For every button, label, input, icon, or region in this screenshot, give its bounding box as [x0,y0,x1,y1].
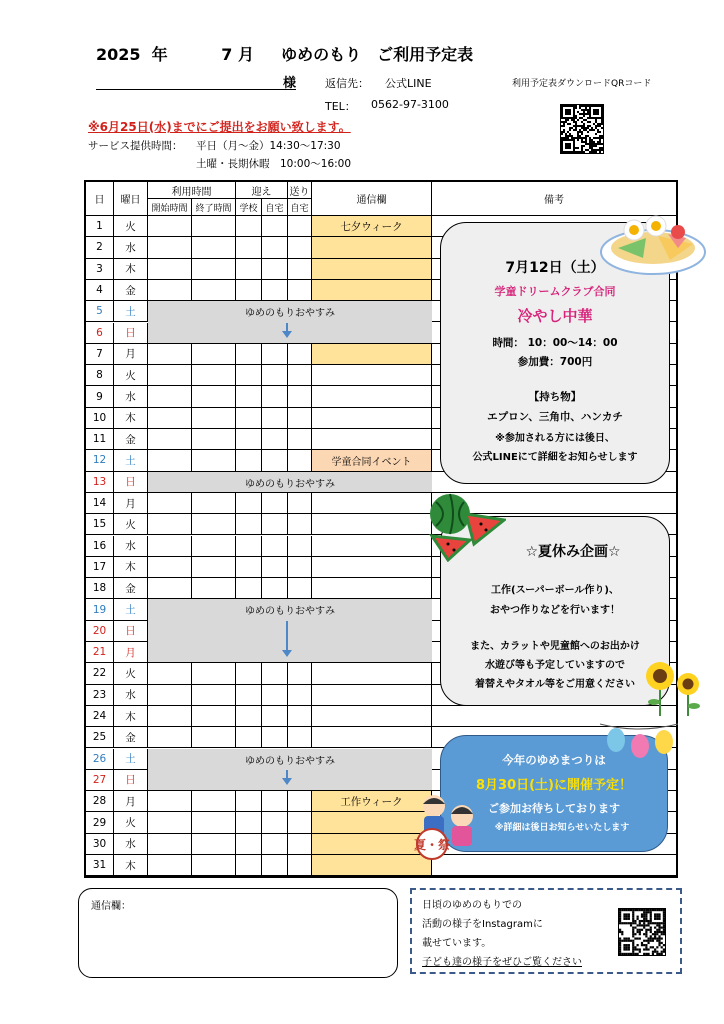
event-name: 学童ドリームクラブ合同 [494,285,616,298]
weekday-label: 月 [114,791,148,812]
pickup-school-cell[interactable] [236,386,262,407]
end-time-cell[interactable] [192,727,236,748]
weekday-label: 水 [114,386,148,407]
dropoff-home-cell[interactable] [288,727,312,748]
start-time-cell[interactable] [148,344,192,365]
download-qr-code[interactable] [560,104,604,154]
pickup-home-cell[interactable] [262,578,288,599]
weekday-label: 火 [114,365,148,386]
start-time-cell[interactable] [148,450,192,471]
day-number: 9 [86,386,114,407]
pickup-school-cell[interactable] [236,408,262,429]
day-number: 18 [86,578,114,599]
pickup-home-cell[interactable] [262,855,288,876]
start-time-cell[interactable] [148,812,192,833]
end-time-cell[interactable] [192,216,236,237]
holiday-band: ゆめのもりおやすみ [148,472,432,493]
start-time-cell[interactable] [148,237,192,258]
continuation-arrow-icon [286,621,288,656]
continuation-arrow-icon [286,770,288,783]
dropoff-home-cell[interactable] [288,855,312,876]
tel-label: TEL： [325,100,356,113]
footer-comm-box[interactable] [78,888,398,978]
summer-plan-line-3: また、カラットや児童館へのお出かけ [470,641,640,652]
start-time-cell[interactable] [148,663,192,684]
day-number: 5 [86,301,114,322]
day-number: 29 [86,812,114,833]
end-time-cell[interactable] [192,812,236,833]
summer-plan-line-1: 工作(スーパーボール作り)、 [491,585,619,596]
festival-kids-illustration [412,792,488,864]
pickup-home-cell[interactable] [262,706,288,727]
dropoff-home-cell[interactable] [288,408,312,429]
festival-date: 8月30日(土)に開催予定！ [475,778,633,793]
name-input-line[interactable] [96,89,296,90]
dropoff-home-cell[interactable] [288,344,312,365]
weekday-label: 日 [114,472,148,493]
dropoff-home-cell[interactable] [288,259,312,280]
day-number: 21 [86,642,114,663]
pickup-school-cell[interactable] [236,280,262,301]
service-hours-weekday: 平日（月～金）14:30～17:30 [196,140,341,152]
sunflower-illustration [644,660,706,716]
start-time-cell[interactable] [148,429,192,450]
day-number: 25 [86,727,114,748]
start-time-cell[interactable] [148,727,192,748]
pickup-school-cell[interactable] [236,706,262,727]
honorific-label: 様 [283,76,297,91]
end-time-cell[interactable] [192,685,236,706]
header-school: 学校 [236,199,262,216]
pickup-school-cell[interactable] [236,727,262,748]
day-number: 15 [86,514,114,535]
weekday-label: 金 [114,429,148,450]
comm-cell[interactable] [312,365,432,386]
weekday-label: 月 [114,344,148,365]
dropoff-home-cell[interactable] [288,429,312,450]
weekday-label: 水 [114,536,148,557]
comm-cell[interactable] [312,727,432,748]
instagram-qr-code[interactable] [618,908,666,956]
end-time-cell[interactable] [192,514,236,535]
pickup-school-cell[interactable] [236,493,262,514]
insta-line-1: 日頃のゆめのもりでの [422,900,522,911]
footer-comm-label: 通信欄： [91,901,131,912]
start-time-cell[interactable] [148,280,192,301]
end-time-cell[interactable] [192,493,236,514]
end-time-cell[interactable] [192,386,236,407]
day-number: 11 [86,429,114,450]
header-comm: 通信欄 [312,182,432,216]
weekday-label: 火 [114,663,148,684]
day-number: 14 [86,493,114,514]
service-hours-label: サービス提供時間： [88,140,183,152]
start-time-cell[interactable] [148,834,192,855]
weekday-label: 火 [114,812,148,833]
day-number: 26 [86,749,114,770]
end-time-cell[interactable] [192,791,236,812]
pickup-home-cell[interactable] [262,259,288,280]
comm-cell[interactable]: 七夕ウィーク [312,216,432,237]
day-number: 30 [86,834,114,855]
start-time-cell[interactable] [148,557,192,578]
comm-cell[interactable] [312,493,432,514]
weekday-label: 水 [114,237,148,258]
comm-cell[interactable] [312,344,432,365]
pickup-school-cell[interactable] [236,834,262,855]
pickup-school-cell[interactable] [236,663,262,684]
hiyashi-chuka-illustration [598,208,708,278]
day-number: 13 [86,472,114,493]
end-time-cell[interactable] [192,578,236,599]
dropoff-home-cell[interactable] [288,237,312,258]
comm-cell[interactable] [312,663,432,684]
bring-title: 【持ち物】 [528,391,582,403]
pickup-home-cell[interactable] [262,237,288,258]
weekday-label: 木 [114,706,148,727]
summer-plan-line-2: おやつ作りなどを行います！ [490,605,620,616]
pickup-school-cell[interactable] [236,216,262,237]
pickup-school-cell[interactable] [236,855,262,876]
bring-items: エプロン、三角巾、ハンカチ [487,411,623,423]
weekday-label: 月 [114,493,148,514]
day-number: 1 [86,216,114,237]
weekday-label: 木 [114,557,148,578]
comm-cell[interactable] [312,536,432,557]
start-time-cell[interactable] [148,514,192,535]
pickup-home-cell[interactable] [262,685,288,706]
start-time-cell[interactable] [148,365,192,386]
page-title: 2025 年 7 月 ゆめのもり ご利用予定表 [96,45,474,64]
comm-cell[interactable]: 学童合同イベント [312,450,432,471]
comm-cell[interactable] [312,259,432,280]
pickup-school-cell[interactable] [236,514,262,535]
end-time-cell[interactable] [192,259,236,280]
dropoff-home-cell[interactable] [288,365,312,386]
holiday-band: ゆめのもりおやすみ [148,749,432,792]
instagram-info-box [410,888,682,974]
comm-cell[interactable] [312,514,432,535]
pickup-school-cell[interactable] [236,578,262,599]
pickup-home-cell[interactable] [262,450,288,471]
weekday-label: 日 [114,770,148,791]
day-number: 31 [86,855,114,876]
header-home2: 自宅 [288,199,312,216]
summer-plan-line-4: 水遊び等も予定していますので [485,660,625,671]
event-fee: 参加費：700円 [517,356,593,368]
pickup-home-cell[interactable] [262,429,288,450]
day-number: 24 [86,706,114,727]
reply-label: 返信先： [325,77,369,90]
comm-cell[interactable] [312,237,432,258]
start-time-cell[interactable] [148,578,192,599]
day-number: 19 [86,599,114,620]
weekday-label: 土 [114,749,148,770]
pickup-school-cell[interactable] [236,450,262,471]
weekday-label: 土 [114,450,148,471]
weekday-label: 日 [114,621,148,642]
end-time-cell[interactable] [192,408,236,429]
dropoff-home-cell[interactable] [288,685,312,706]
end-time-cell[interactable] [192,855,236,876]
weekday-label: 金 [114,578,148,599]
summer-plan-title: ☆夏休み企画☆ [525,544,621,560]
day-number: 20 [86,621,114,642]
dropoff-home-cell[interactable] [288,812,312,833]
day-number: 22 [86,663,114,684]
header-pickup: 迎え [236,182,288,199]
pickup-home-cell[interactable] [262,812,288,833]
day-number: 17 [86,557,114,578]
pickup-home-cell[interactable] [262,834,288,855]
dropoff-home-cell[interactable] [288,834,312,855]
start-time-cell[interactable] [148,408,192,429]
dropoff-home-cell[interactable] [288,450,312,471]
weekday-label: 土 [114,301,148,322]
header-usage: 利用時間 [148,182,236,199]
insta-line-3: 載せています。 [422,938,492,949]
pickup-school-cell[interactable] [236,791,262,812]
day-number: 7 [86,344,114,365]
day-number: 12 [86,450,114,471]
pickup-home-cell[interactable] [262,536,288,557]
dropoff-home-cell[interactable] [288,791,312,812]
day-number: 6 [86,323,114,344]
end-time-cell[interactable] [192,706,236,727]
festival-line-1: 今年のゆめまつりは [502,753,606,767]
day-number: 2 [86,237,114,258]
holiday-band: ゆめのもりおやすみ [148,301,432,344]
header-weekday: 曜日 [114,182,148,216]
pickup-school-cell[interactable] [236,259,262,280]
header-dropoff: 送り [288,182,312,199]
comm-cell[interactable]: 工作ウィーク [312,791,432,812]
day-number: 3 [86,259,114,280]
day-number: 23 [86,685,114,706]
dropoff-home-cell[interactable] [288,557,312,578]
festival-line-3: ご参加お待ちしております [488,802,620,815]
comm-cell[interactable] [312,386,432,407]
event-menu: 冷やし中華 [517,307,593,325]
weekday-label: 木 [114,408,148,429]
weekday-label: 水 [114,685,148,706]
end-time-cell[interactable] [192,663,236,684]
pickup-home-cell[interactable] [262,408,288,429]
dropoff-home-cell[interactable] [288,493,312,514]
weekday-label: 火 [114,216,148,237]
day-number: 8 [86,365,114,386]
dropoff-home-cell[interactable] [288,216,312,237]
weekday-label: 水 [114,834,148,855]
insta-line-4: 子ども達の様子をぜひご覧ください [422,957,582,968]
weekday-label: 土 [114,599,148,620]
start-time-cell[interactable] [148,386,192,407]
pickup-home-cell[interactable] [262,216,288,237]
pickup-home-cell[interactable] [262,557,288,578]
comm-cell[interactable] [312,408,432,429]
end-time-cell[interactable] [192,450,236,471]
event-note-2: 公式LINEにて詳細をお知らせします [472,452,638,463]
comm-cell[interactable] [312,685,432,706]
start-time-cell[interactable] [148,259,192,280]
end-time-cell[interactable] [192,280,236,301]
day-number: 10 [86,408,114,429]
weekday-label: 金 [114,727,148,748]
event-note-1: ※参加される方には後日、 [495,433,615,444]
comm-cell[interactable] [312,578,432,599]
weekday-label: 金 [114,280,148,301]
start-time-cell[interactable] [148,685,192,706]
pickup-school-cell[interactable] [236,812,262,833]
dropoff-home-cell[interactable] [288,663,312,684]
event-time: 時間： 10：00～14：00 [492,337,618,349]
reply-value: 公式LINE [385,77,432,90]
pickup-school-cell[interactable] [236,685,262,706]
end-time-cell[interactable] [192,557,236,578]
day-number: 27 [86,770,114,791]
comm-cell[interactable] [312,280,432,301]
weekday-label: 木 [114,259,148,280]
start-time-cell[interactable] [148,791,192,812]
dropoff-home-cell[interactable] [288,578,312,599]
header-notes: 備考 [432,182,676,216]
day-number: 4 [86,280,114,301]
download-qr-label: 利用予定表ダウンロードQRコード [512,79,652,89]
pickup-home-cell[interactable] [262,280,288,301]
event-date: 7月12日（土） [505,260,605,276]
start-time-cell[interactable] [148,536,192,557]
weekday-label: 日 [114,323,148,344]
start-time-cell[interactable] [148,855,192,876]
comm-cell[interactable] [312,706,432,727]
header-home1: 自宅 [262,199,288,216]
pickup-home-cell[interactable] [262,493,288,514]
weekday-label: 木 [114,855,148,876]
pickup-school-cell[interactable] [236,536,262,557]
watermelon-illustration [426,492,506,562]
comm-cell[interactable] [312,557,432,578]
day-number: 16 [86,536,114,557]
pickup-school-cell[interactable] [236,429,262,450]
holiday-band: ゆめのもりおやすみ [148,599,432,663]
dropoff-home-cell[interactable] [288,706,312,727]
tel-value: 0562-97-3100 [371,98,449,111]
deadline-notice: ※6月25日(水)までにご提出をお願い致します。 [88,120,351,134]
dropoff-home-cell[interactable] [288,280,312,301]
start-time-cell[interactable] [148,493,192,514]
day-number: 28 [86,791,114,812]
pickup-school-cell[interactable] [236,365,262,386]
pickup-home-cell[interactable] [262,727,288,748]
weekday-label: 火 [114,514,148,535]
festival-badge-text: 夏・祭 [413,838,451,852]
end-time-cell[interactable] [192,429,236,450]
lantern-illustration [598,718,680,764]
continuation-arrow-icon [286,323,288,336]
dropoff-home-cell[interactable] [288,536,312,557]
start-time-cell[interactable] [148,216,192,237]
pickup-school-cell[interactable] [236,557,262,578]
header-start: 開始時間 [148,199,192,216]
weekday-label: 月 [114,642,148,663]
header-end: 終了時間 [192,199,236,216]
comm-cell[interactable] [312,429,432,450]
header-day: 日 [86,182,114,216]
pickup-school-cell[interactable] [236,344,262,365]
insta-line-2: 活動の様子をInstagramに [422,919,543,930]
end-time-cell[interactable] [192,536,236,557]
end-time-cell[interactable] [192,344,236,365]
pickup-home-cell[interactable] [262,386,288,407]
start-time-cell[interactable] [148,706,192,727]
end-time-cell[interactable] [192,834,236,855]
service-hours-weekend: 土曜・長期休暇 10:00～16:00 [196,158,352,170]
festival-line-4: ※詳細は後日お知らせいたします [494,823,630,833]
pickup-home-cell[interactable] [262,791,288,812]
pickup-home-cell[interactable] [262,663,288,684]
pickup-school-cell[interactable] [236,237,262,258]
dropoff-home-cell[interactable] [288,514,312,535]
dropoff-home-cell[interactable] [288,386,312,407]
pickup-home-cell[interactable] [262,365,288,386]
pickup-home-cell[interactable] [262,344,288,365]
end-time-cell[interactable] [192,365,236,386]
end-time-cell[interactable] [192,237,236,258]
pickup-home-cell[interactable] [262,514,288,535]
summer-plan-line-5: 着替えやタオル等をご用意ください [475,679,635,690]
